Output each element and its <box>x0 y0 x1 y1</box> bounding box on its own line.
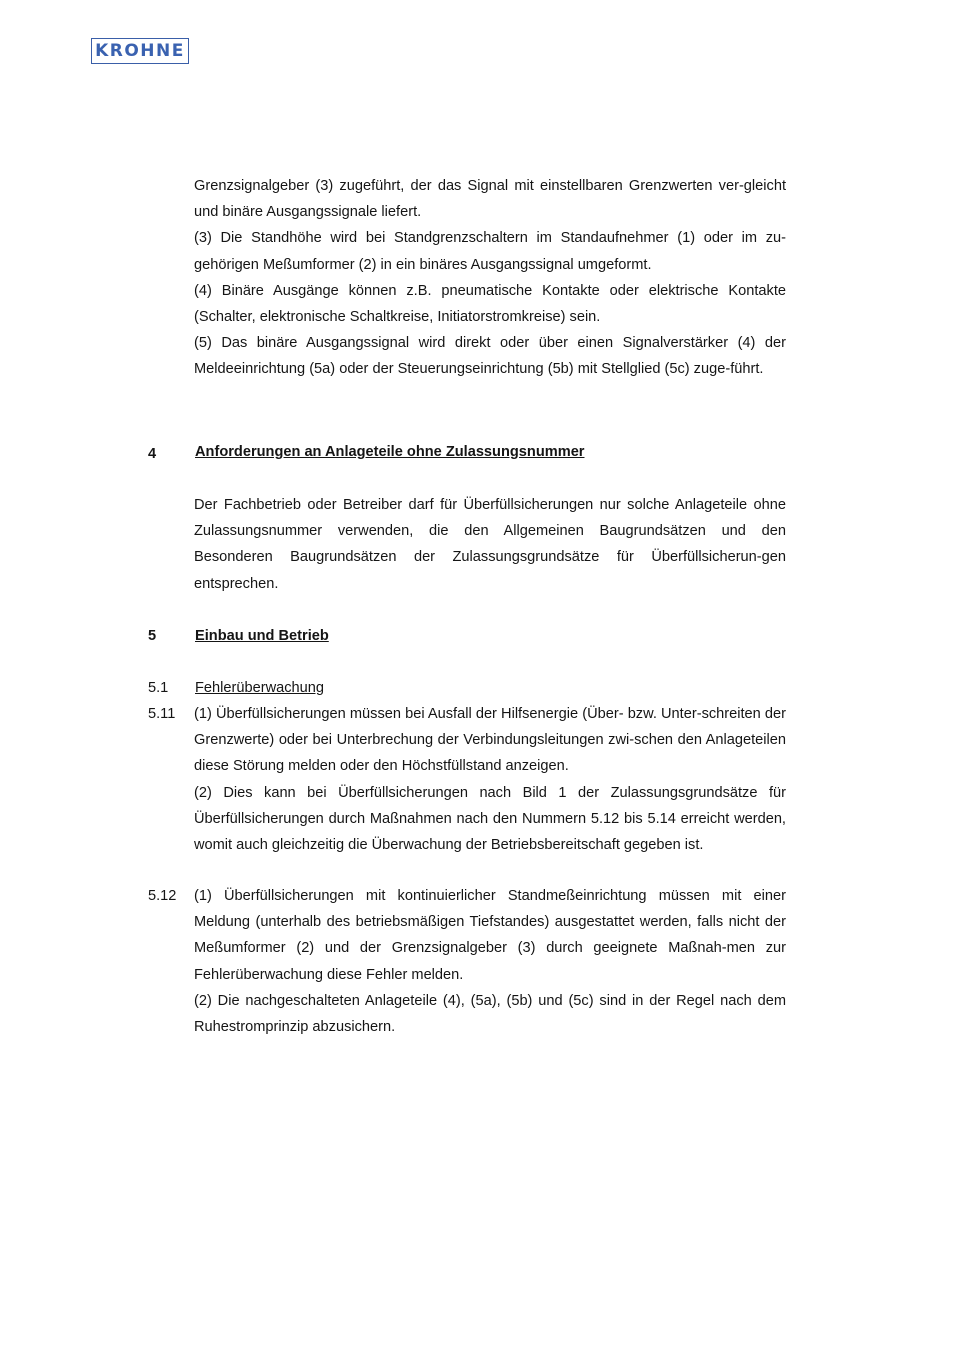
section-5-11-number: 5.11 <box>148 706 176 722</box>
intro-paragraph-3: (3) Die Standhöhe wird bei Standgrenzschaltern im Standaufnehmer (1) oder im zu-gehörigen Meßumformer (2) in ein binäres Ausgangssignal umgeformt. <box>194 230 786 273</box>
section-5-1-title: Fehlerüberwachung <box>195 680 324 696</box>
section-4-body: Der Fachbetrieb oder Betreiber darf für Überfüllsicherungen nur solche Anlageteile ohne Zulassungsnummer verwenden, die den Allgemeinen Baugrundsätzen und den Besonderen Baugrundsätzen der Zulassungsgrundsätze für Überfüllsicherun-gen entsprechen. <box>194 497 786 592</box>
section-5-number: 5 <box>148 628 157 644</box>
section-4-title: Anforderungen an Anlageteile ohne Zulassungsnummer <box>195 444 585 460</box>
section-5-1-number: 5.1 <box>148 680 169 696</box>
krohne-logo <box>91 38 189 64</box>
section-5-title: Einbau und Betrieb <box>195 628 329 644</box>
section-4-number: 4 <box>148 446 157 462</box>
section-5-12-number: 5.12 <box>148 888 177 904</box>
intro-paragraph-4: (4) Binäre Ausgänge können z.B. pneumatische Kontakte oder elektrische Kontakte (Schalter, elektronische Schaltkreise, Initiatorstromkreise) sein. <box>194 282 786 326</box>
section-5-11-paragraph-1: (1) Überfüllsicherungen müssen bei Ausfall der Hilfsenergie (Über- bzw. Unter-schreiten der Grenzwerte) oder bei Unterbrechung der Verbindungsleitungen zwi-schen den Anlageteilen diese Störung melden oder den Höchstfüllstand anzeigen. <box>194 706 786 775</box>
section-5-12-block <box>194 883 786 1040</box>
intro-paragraph-1: Grenzsignalgeber (3) zugeführt, der das Signal mit einstellbaren Grenzwerten ver-gleicht und binäre Ausgangssignale liefert. <box>194 178 786 221</box>
section-5-12-paragraph-2: (2) Die nachgeschalteten Anlageteile (4), (5a), (5b) und (5c) sind in der Regel nach dem Ruhestromprinzip abzusichern. <box>194 992 786 1036</box>
section-5-12-paragraph-1: (1) Überfüllsicherungen mit kontinuierlicher Standmeßeinrichtung müssen mit einer Meldung (unterhalb des betriebsmäßigen Tiefstandes) ausgestattet werden, falls nicht der Meßumformer (2) und der Grenzsignalgeber (3) durch geeignete Maßnah-men zur Fehlerüberwachung diese Fehler melden. <box>194 888 786 983</box>
logo-text: KROHNE <box>95 40 185 61</box>
intro-block <box>194 173 786 383</box>
section-5-11-block <box>194 701 786 858</box>
section-4-body-block <box>194 492 786 597</box>
intro-paragraph-5: (5) Das binäre Ausgangssignal wird direkt oder über einen Signalverstärker (4) der Meldeeinrichtung (5a) oder der Steuerungseinrichtung (5b) mit Stellglied (5c) zuge-führt. <box>194 335 786 378</box>
section-5-11-paragraph-2: (2) Dies kann bei Überfüllsicherungen nach Bild 1 der Zulassungsgrundsätze für Überfüllsicherungen durch Maßnahmen nach den Nummern 5.12 bis 5.14 erreicht werden, womit auch gleichzeitig die Überwachung der Betriebsbereitschaft gegeben ist. <box>194 784 786 854</box>
